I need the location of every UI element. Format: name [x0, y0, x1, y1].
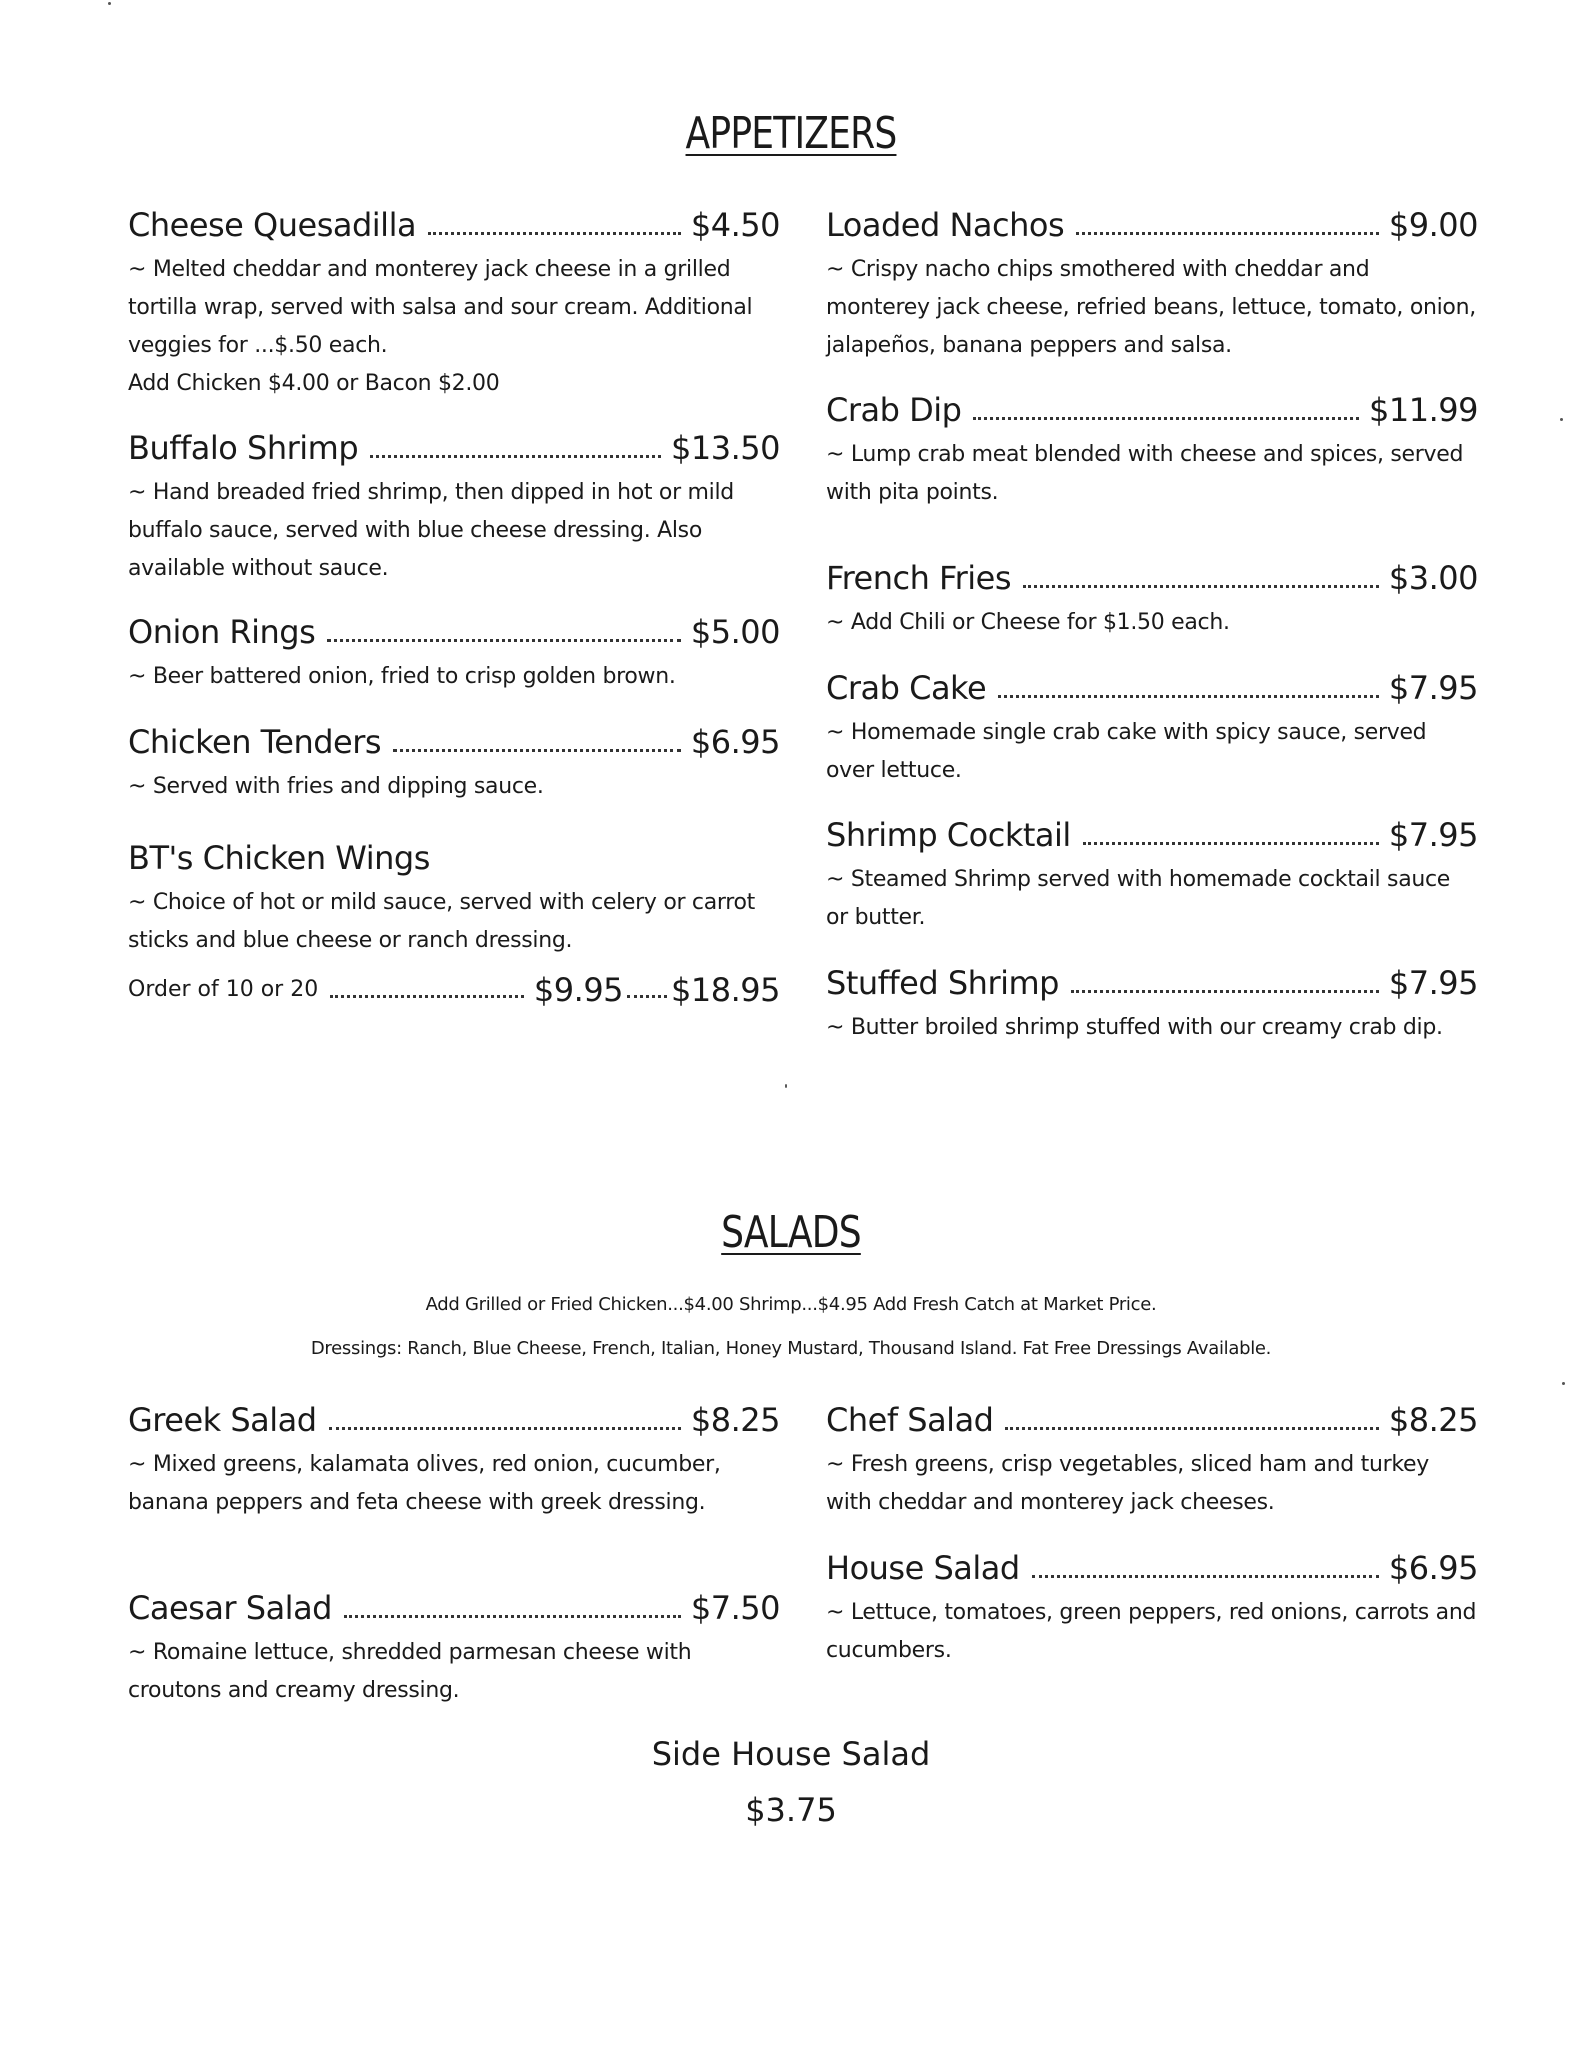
dot-leader [627, 995, 667, 998]
order-label: Order of 10 or 20 [128, 977, 319, 1002]
item-price: $3.00 [1388, 559, 1478, 597]
item-price: $8.25 [690, 1401, 780, 1439]
item-name: Buffalo Shrimp [128, 429, 359, 467]
side-salad-name: Side House Salad [651, 1735, 931, 1773]
salads-title: SALADS [721, 1207, 861, 1258]
item-description: ~ Melted cheddar and monterey jack cheese in a grilled tortilla wrap, served with salsa and sour cream. Additional veggies for ...$.50 each. [128, 257, 753, 358]
side-house-salad [0, 1730, 1582, 1834]
item-name: BT's Chicken Wings [128, 839, 430, 877]
dot-leader [1071, 990, 1379, 993]
menu-item-stuffed-shrimp [826, 963, 1478, 1047]
item-price: $7.95 [1388, 816, 1478, 854]
scan-speck [785, 1084, 787, 1088]
menu-item-chicken-tenders [128, 722, 780, 806]
appetizers-title: APPETIZERS [685, 108, 897, 159]
item-name: French Fries [826, 559, 1012, 597]
scan-speck [108, 2, 111, 5]
wings-price-10: $9.95 [533, 971, 624, 1009]
item-description: ~ Lettuce, tomatoes, green peppers, red onions, carrots and cucumbers. [826, 1600, 1477, 1663]
item-description: ~ Beer battered onion, fried to crisp golden brown. [128, 664, 676, 689]
item-price: $7.95 [1388, 964, 1478, 1002]
scan-speck [1562, 1382, 1565, 1385]
item-addon: Add Chicken $4.00 or Bacon $2.00 [128, 371, 500, 396]
dot-leader [1023, 585, 1379, 588]
dot-leader [1083, 842, 1379, 845]
item-description: ~ Crispy nacho chips smothered with cheddar and monterey jack cheese, refried beans, lettuce, tomato, onion, jalapeños, banana peppers and salsa. [826, 257, 1476, 358]
menu-item-chicken-wings [128, 838, 780, 1010]
salad-addons-note: Add Grilled or Fried Chicken...$4.00 Shrimp...$4.95 Add Fresh Catch at Market Price. [425, 1294, 1157, 1315]
item-name: Caesar Salad [128, 1589, 332, 1627]
item-description: ~ Homemade single crab cake with spicy sauce, served over lettuce. [826, 720, 1427, 783]
menu-item-house-salad [826, 1548, 1478, 1670]
item-name: House Salad [826, 1549, 1020, 1587]
item-description: ~ Choice of hot or mild sauce, served with celery or carrot sticks and blue cheese or ranch dressing. [128, 890, 756, 953]
item-price: $4.50 [690, 206, 780, 244]
item-description: ~ Lump crab meat blended with cheese and spices, served with pita points. [826, 442, 1464, 505]
item-description: ~ Fresh greens, crisp vegetables, sliced ham and turkey with cheddar and monterey jack cheeses. [826, 1452, 1429, 1515]
item-name: Shrimp Cocktail [826, 816, 1071, 854]
wings-order-row [128, 970, 780, 1010]
item-name: Crab Cake [826, 669, 987, 707]
item-description: ~ Butter broiled shrimp stuffed with our creamy crab dip. [826, 1015, 1443, 1040]
item-name: Loaded Nachos [826, 206, 1065, 244]
menu-item-chef-salad [826, 1400, 1478, 1522]
menu-item-shrimp-cocktail [826, 815, 1478, 937]
item-price: $13.50 [671, 429, 780, 467]
item-name: Greek Salad [128, 1401, 317, 1439]
menu-item-caesar-salad [128, 1588, 780, 1710]
menu-item-crab-dip [826, 390, 1478, 512]
item-price: $9.00 [1388, 206, 1478, 244]
menu-item-cheese-quesadilla [128, 205, 780, 403]
item-description: ~ Steamed Shrimp served with homemade cocktail sauce or butter. [826, 867, 1451, 930]
scan-speck [1560, 418, 1563, 421]
item-description: ~ Add Chili or Cheese for $1.50 each. [826, 610, 1230, 635]
menu-item-crab-cake [826, 668, 1478, 790]
dot-leader [1032, 1575, 1379, 1578]
menu-item-buffalo-shrimp [128, 428, 780, 588]
item-price: $8.25 [1388, 1401, 1478, 1439]
item-price: $6.95 [1388, 1549, 1478, 1587]
salad-dressings-note: Dressings: Ranch, Blue Cheese, French, Italian, Honey Mustard, Thousand Island. Fat Free Dressings Available. [310, 1338, 1272, 1359]
dot-leader [1005, 1427, 1378, 1430]
dot-leader [428, 232, 681, 235]
dot-leader [344, 1615, 681, 1618]
item-description: ~ Served with fries and dipping sauce. [128, 774, 544, 799]
item-name: Onion Rings [128, 613, 316, 651]
side-salad-price: $3.75 [745, 1791, 837, 1829]
item-name: Chef Salad [826, 1401, 994, 1439]
dot-leader [393, 749, 681, 752]
item-price: $7.50 [690, 1589, 780, 1627]
item-name: Crab Dip [826, 391, 962, 429]
item-price: $7.95 [1388, 669, 1478, 707]
dot-leader [329, 1427, 681, 1430]
menu-item-loaded-nachos [826, 205, 1478, 365]
dot-leader [973, 417, 1359, 420]
item-price: $6.95 [690, 723, 780, 761]
dot-leader [1076, 232, 1379, 235]
item-description: ~ Hand breaded fried shrimp, then dipped in hot or mild buffalo sauce, served with blue cheese dressing. Also available without sauce. [128, 480, 734, 581]
wings-price-20: $18.95 [671, 971, 780, 1009]
menu-item-greek-salad [128, 1400, 780, 1522]
menu-item-french-fries [826, 558, 1478, 642]
dot-leader [370, 455, 661, 458]
dot-leader [998, 695, 1379, 698]
item-description: ~ Mixed greens, kalamata olives, red onion, cucumber, banana peppers and feta cheese with greek dressing. [128, 1452, 721, 1515]
dot-leader [327, 639, 681, 642]
menu-item-onion-rings [128, 612, 780, 696]
item-description: ~ Romaine lettuce, shredded parmesan cheese with croutons and creamy dressing. [128, 1640, 692, 1703]
item-name: Stuffed Shrimp [826, 964, 1059, 1002]
item-name: Chicken Tenders [128, 723, 382, 761]
item-price: $11.99 [1369, 391, 1478, 429]
dot-leader [330, 995, 524, 998]
item-price: $5.00 [690, 613, 780, 651]
item-name: Cheese Quesadilla [128, 206, 417, 244]
